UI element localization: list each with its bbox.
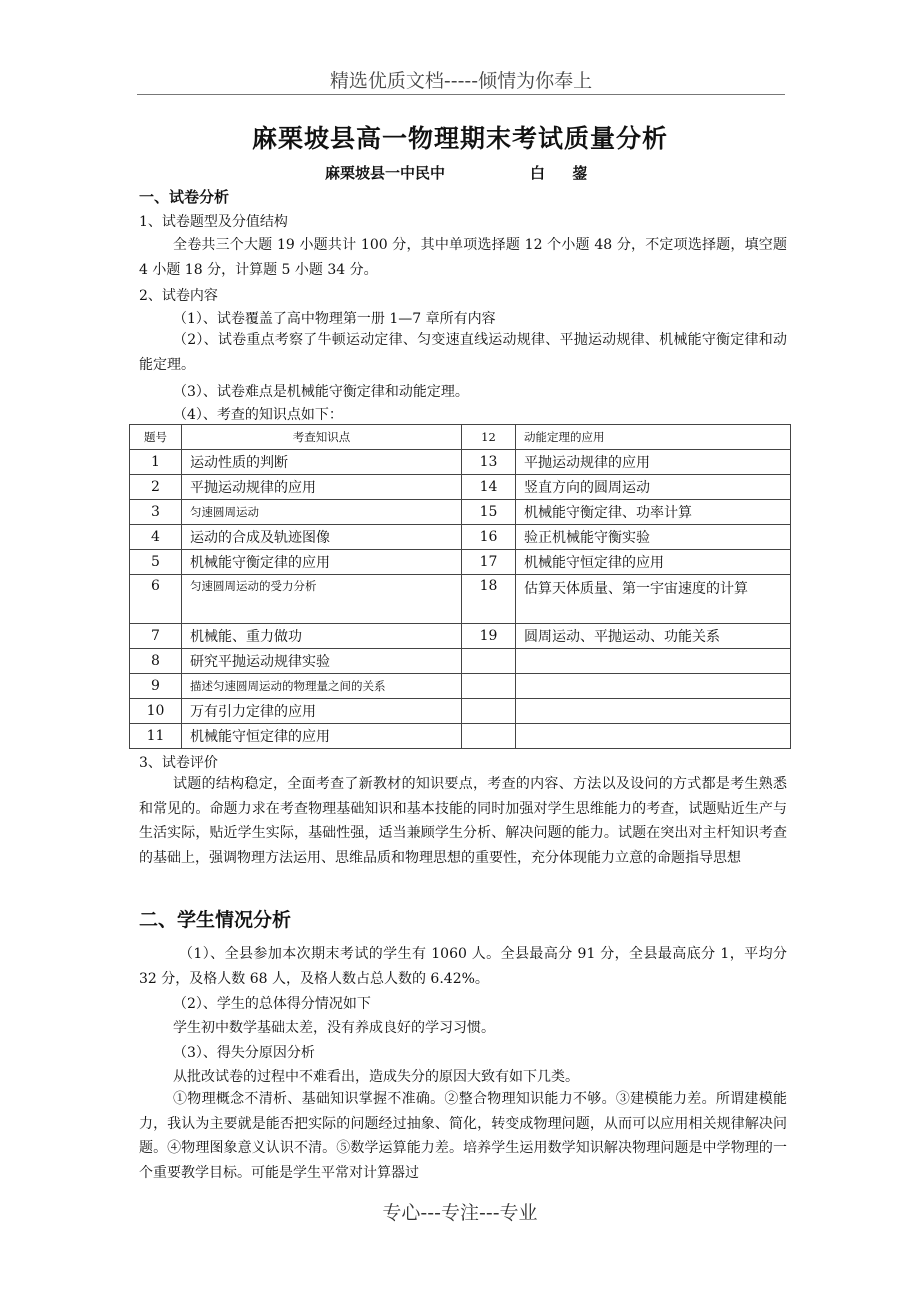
header-num: 题号 (130, 425, 182, 450)
table-row (130, 699, 791, 724)
table-row (130, 624, 791, 649)
header-topic: 考查知识点 (182, 425, 462, 450)
sub2-item2: （2）、试卷重点考察了牛顿运动定律、匀变速直线运动规律、平抛运动规律、机械能守衡定律和动能定理。 (139, 332, 787, 373)
section2-p3-heading: （3）、得失分原因分析 (173, 1045, 315, 1061)
table-row (130, 575, 791, 624)
page-header: 精选优质文档-----倾情为你奉上 (329, 70, 593, 92)
cell-topic: 竖直方向的圆周运动 (516, 475, 791, 500)
cell-num: 13 (462, 450, 516, 475)
section2-p1: （1）、全县参加本次期末考试的学生有 1060 人。全县最高分 91 分，全县最高底分 1，平均分 32 分，及格人数 68 人，及格人数占总人数的 6.42%。 (139, 946, 787, 987)
sub2-item4: （4）、考查的知识点如下： (173, 407, 343, 423)
section2-p2-text: 学生初中数学基础太差，没有养成良好的学习习惯。 (173, 1020, 495, 1036)
cell-topic: 估算天体质量、第一宇宙速度的计算 (516, 575, 791, 624)
sub2-item3: （3）、试卷难点是机械能守衡定律和动能定理。 (173, 384, 469, 400)
cell-topic: 研究平抛运动规律实验 (182, 649, 462, 674)
document-title: 麻栗坡县高一物理期末考试质量分析 (251, 124, 668, 153)
cell-topic: 圆周运动、平抛运动、功能关系 (516, 624, 791, 649)
cell-num: 8 (130, 649, 182, 674)
table-row (130, 674, 791, 699)
cell-num: 2 (130, 475, 182, 500)
cell-num (462, 724, 516, 749)
section2-heading: 二、学生情况分析 (139, 909, 292, 931)
cell-topic: 描述匀速圆周运动的物理量之间的关系 (182, 674, 462, 699)
sub1-text: 全卷共三个大题 19 小题共计 100 分，其中单项选择题 12 个小题 48 分，不定项选择题，填空题 4 小题 18 分，计算题 5 小题 34 分。 (139, 237, 787, 278)
cell-topic: 万有引力定律的应用 (182, 699, 462, 724)
cell-topic (516, 674, 791, 699)
table-row (130, 724, 791, 749)
author-school: 麻栗坡县一中民中 (325, 164, 446, 182)
sub1-heading: 1、试卷题型及分值结构 (139, 214, 288, 230)
sub2-heading: 2、试卷内容 (139, 288, 218, 304)
cell-topic: 机械能守衡定律、功率计算 (516, 500, 791, 525)
cell-topic: 机械能守恒定律的应用 (516, 550, 791, 575)
cell-topic: 匀速圆周运动 (182, 500, 462, 525)
cell-topic (516, 649, 791, 674)
author-name: 白 鋆 (530, 164, 588, 182)
cell-num: 5 (130, 550, 182, 575)
table-header-row (130, 425, 791, 450)
table-row (130, 500, 791, 525)
cell-num: 6 (130, 575, 182, 624)
cell-topic: 机械能守恒定律的应用 (182, 724, 462, 749)
sub3-heading: 3、试卷评价 (139, 755, 218, 771)
cell-num: 15 (462, 500, 516, 525)
cell-num (462, 649, 516, 674)
section2-p4: ①物理概念不清析、基础知识掌握不准确。②整合物理知识能力不够。③建模能力差。所谓建模能力，我认为主要就是能否把实际的问题经过抽象、简化，转变成物理问题，从而可以应用相关规律解决问题。④物理图象意义认识不清。⑤数学运算能力差。培养学生运用数学知识解决物理问题是中学物理的一个重要教学目标。可能是学生平常对计算器过 (139, 1091, 787, 1181)
cell-num: 7 (130, 624, 182, 649)
cell-num: 11 (130, 724, 182, 749)
table-row (130, 550, 791, 575)
cell-topic: 运动性质的判断 (182, 450, 462, 475)
cell-num: 4 (130, 525, 182, 550)
cell-num: 19 (462, 624, 516, 649)
cell-num: 10 (130, 699, 182, 724)
table-row (130, 525, 791, 550)
cell-num: 14 (462, 475, 516, 500)
knowledge-points-table (129, 424, 791, 749)
cell-topic: 机械能、重力做功 (182, 624, 462, 649)
cell-num: 16 (462, 525, 516, 550)
cell-num (462, 674, 516, 699)
table-row (130, 475, 791, 500)
cell-num (462, 699, 516, 724)
cell-topic (516, 724, 791, 749)
cell-num: 9 (130, 674, 182, 699)
header-topic2: 动能定理的应用 (516, 425, 791, 450)
page-footer: 专心---专注---专业 (382, 1202, 538, 1224)
header-num2: 12 (462, 425, 516, 450)
section2-p3-text: 从批改试卷的过程中不难看出，造成失分的原因大致有如下几类。 (173, 1069, 579, 1085)
cell-num: 1 (130, 450, 182, 475)
cell-topic: 平抛运动规律的应用 (182, 475, 462, 500)
cell-topic (516, 699, 791, 724)
header-rule (137, 94, 785, 95)
section1-heading: 一、试卷分析 (139, 188, 230, 206)
cell-topic: 平抛运动规律的应用 (516, 450, 791, 475)
cell-topic: 匀速圆周运动的受力分析 (182, 575, 462, 624)
section2-p2-heading: （2）、学生的总体得分情况如下 (173, 996, 371, 1012)
table-row (130, 450, 791, 475)
cell-topic: 验正机械能守衡实验 (516, 525, 791, 550)
sub3-text: 试题的结构稳定，全面考查了新教材的知识要点，考查的内容、方法以及设问的方式都是考生熟悉和常见的。命题力求在考查物理基础知识和基本技能的同时加强对学生思维能力的考查，试题贴近生产与生活实际，贴近学生实际，基础性强，适当兼顾学生分析、解决问题的能力。试题在突出对主杆知识考查的基础上，强调物理方法运用、思维品质和物理思想的重要性，充分体现能力立意的命题指导思想 (139, 776, 787, 866)
cell-topic: 运动的合成及轨迹图像 (182, 525, 462, 550)
cell-topic: 机械能守衡定律的应用 (182, 550, 462, 575)
cell-num: 18 (462, 575, 516, 624)
cell-num: 17 (462, 550, 516, 575)
sub2-item1: （1）、试卷覆盖了高中物理第一册 1—7 章所有内容 (173, 311, 496, 327)
cell-num: 3 (130, 500, 182, 525)
table-row (130, 649, 791, 674)
